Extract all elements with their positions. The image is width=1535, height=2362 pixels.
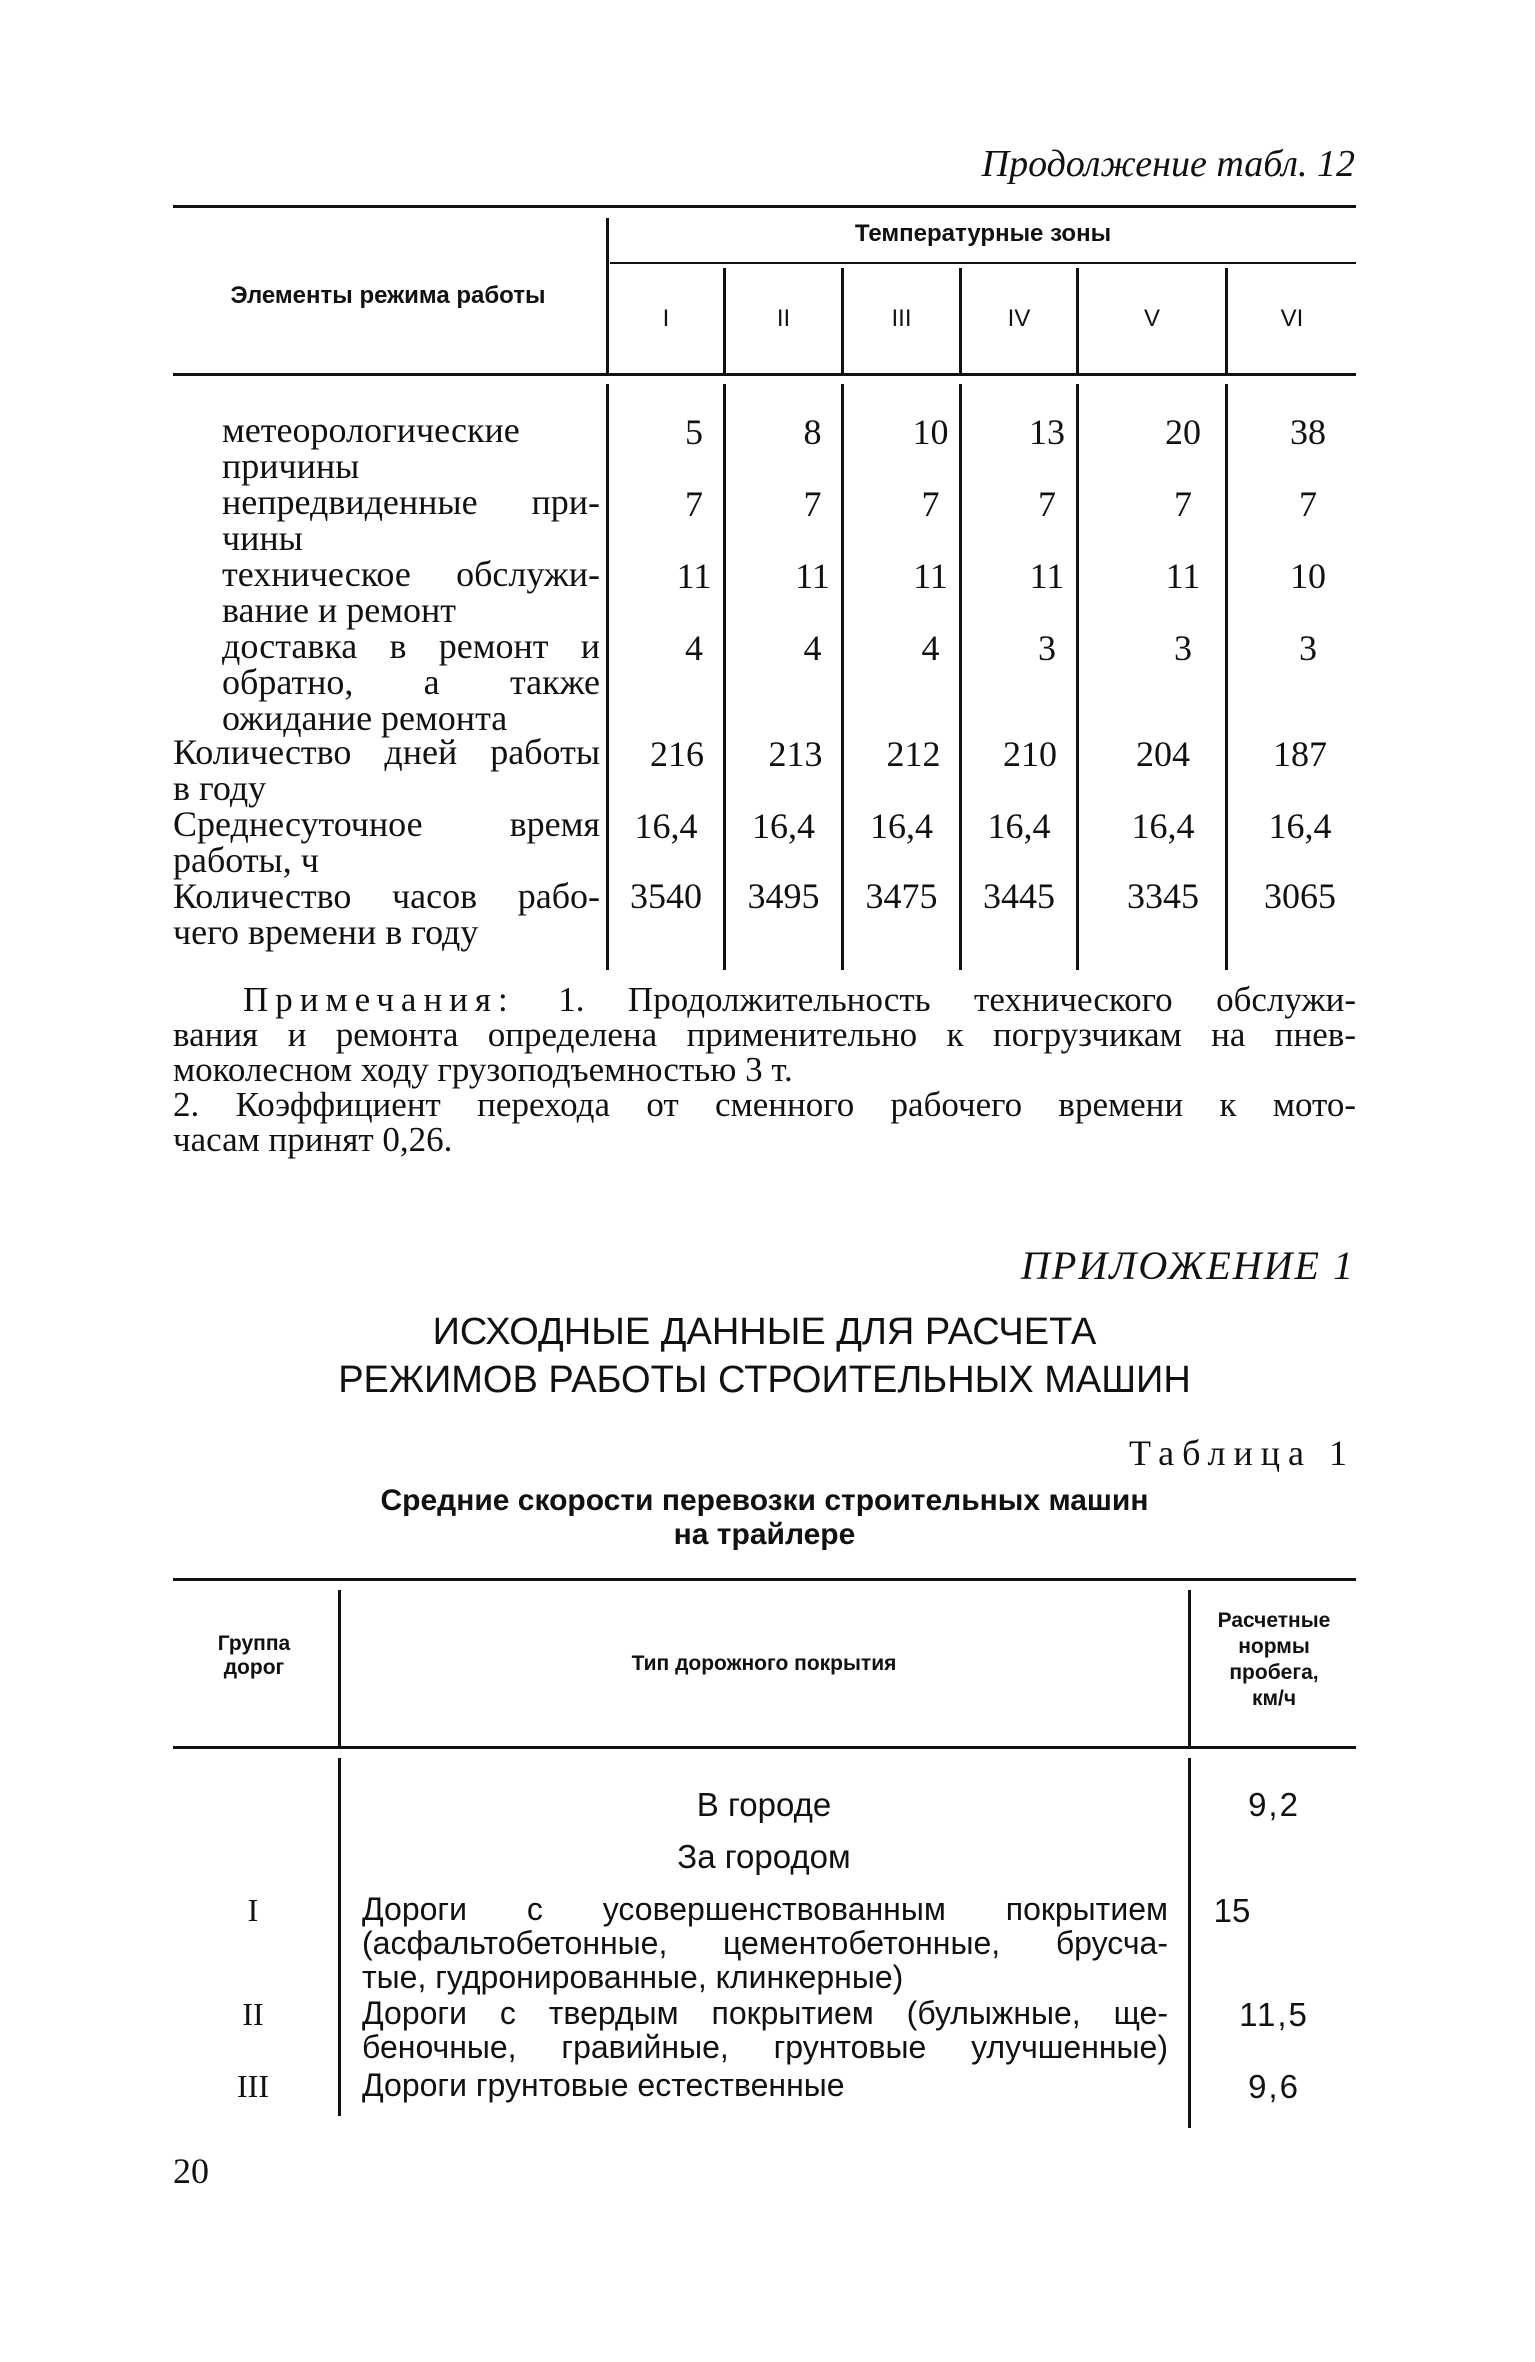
row-label-line: Количество часов рабо- bbox=[173, 876, 600, 916]
row-label-line: чины bbox=[222, 518, 303, 558]
row-label-line: причины bbox=[222, 446, 360, 486]
table-cell: 16,4 bbox=[634, 806, 698, 846]
table-cell: 4 bbox=[803, 628, 822, 668]
table-cell: 38 bbox=[1290, 412, 1326, 452]
table-cell: 7 bbox=[685, 484, 703, 524]
header-line: км/ч bbox=[1251, 1687, 1297, 1710]
row-text: За городом bbox=[677, 1838, 851, 1875]
row-text: Дороги грунтовые естественные bbox=[362, 2067, 845, 2103]
table-cell: 3065 bbox=[1264, 876, 1336, 916]
table-cell: 3 bbox=[1299, 628, 1317, 668]
table12-top-rule bbox=[173, 205, 1356, 208]
row-label-line: обратно, а также bbox=[222, 662, 600, 702]
table-cell: 9,6 bbox=[1248, 2068, 1300, 2105]
table12-vline bbox=[1076, 384, 1079, 970]
row-label-line: в году bbox=[173, 768, 267, 808]
table-row bbox=[362, 2068, 1168, 2102]
row-label-line: ожидание ремонта bbox=[222, 698, 508, 738]
header-line: нормы bbox=[1238, 1635, 1310, 1658]
table-row bbox=[362, 1996, 1168, 2064]
header-line: Расчетные bbox=[1217, 1609, 1331, 1632]
table1-vline bbox=[338, 1758, 341, 2116]
table-row bbox=[222, 556, 600, 628]
row-text: Дороги с усовершенствованным покрытием bbox=[362, 1891, 1168, 1927]
table1-vline bbox=[338, 1590, 341, 1748]
note1-line: вания и ремонта определена применительно к погрузчикам на пнев- bbox=[173, 1015, 1356, 1054]
row-label-line: техническое обслужи- bbox=[222, 554, 600, 594]
table-cell: 7 bbox=[1038, 484, 1056, 524]
row-label-line: работы, ч bbox=[173, 840, 319, 880]
row-label-line: чего времени в году bbox=[173, 912, 479, 952]
table-row bbox=[362, 1892, 1168, 1994]
note1-line: 1. Продолжительность технического обслужи- bbox=[558, 980, 1356, 1019]
table-cell: 4 bbox=[921, 628, 940, 668]
table-cell: 4 bbox=[685, 628, 703, 668]
notes-block bbox=[173, 982, 1356, 1157]
row-text: (асфальтобетонные, цементобетонные, брусча- bbox=[362, 1925, 1168, 1961]
table1-header-rule bbox=[173, 1746, 1356, 1749]
table-cell: 216 bbox=[650, 734, 704, 774]
table12-group-rule bbox=[610, 262, 1356, 264]
table-cell: 10 bbox=[912, 412, 949, 452]
row-text: Дороги с твердым покрытием (булыжные, ще- bbox=[362, 1995, 1168, 2031]
zone-header: III bbox=[891, 305, 912, 332]
table1-title bbox=[173, 1484, 1356, 1552]
header-line: Группа bbox=[217, 1632, 291, 1655]
row-label-line: вание и ремонт bbox=[222, 590, 457, 630]
zone-header: I bbox=[662, 305, 670, 332]
table-cell: 210 bbox=[1003, 734, 1057, 774]
table-cell: 20 bbox=[1165, 412, 1201, 452]
row-text: В городе bbox=[696, 1786, 832, 1823]
table-row bbox=[173, 878, 600, 950]
table-cell: 213 bbox=[768, 734, 823, 774]
table-cell: 3 bbox=[1038, 628, 1056, 668]
table-row bbox=[222, 484, 600, 556]
note2-line: часам принят 0,26. bbox=[173, 1120, 453, 1159]
table1-title-line: на трайлере bbox=[673, 1518, 856, 1551]
row-label-line: непредвиденные при- bbox=[222, 482, 600, 522]
continuation-label: Продолжение табл. 12 bbox=[981, 143, 1355, 185]
header-line: пробега, bbox=[1229, 1661, 1319, 1684]
row-label-line: Количество дней работы bbox=[173, 732, 600, 772]
table-cell: 5 bbox=[685, 412, 703, 452]
table12-header-temperature-zones: Температурные зоны bbox=[854, 220, 1112, 247]
table-cell: 3540 bbox=[630, 876, 702, 916]
table-cell: 11 bbox=[676, 556, 712, 596]
table-row bbox=[342, 1786, 1186, 1824]
page-number: 20 bbox=[173, 2151, 209, 2191]
row-text: тые, гудронированные, клинкерные) bbox=[362, 1959, 904, 1995]
table-cell: 11 bbox=[1165, 556, 1201, 596]
table-cell: 10 bbox=[1290, 556, 1326, 596]
zone-header: VI bbox=[1280, 305, 1304, 332]
appendix-label: ПРИЛОЖЕНИЕ 1 bbox=[1021, 1243, 1355, 1288]
table-cell: 7 bbox=[803, 484, 822, 524]
appendix-title-line: ИСХОДНЫЕ ДАННЫЕ ДЛЯ РАСЧЕТА bbox=[432, 1311, 1097, 1353]
appendix-title bbox=[173, 1308, 1356, 1404]
row-label-line: метеорологические bbox=[222, 410, 520, 450]
zone-header: V bbox=[1143, 305, 1160, 332]
table-cell: 11 bbox=[913, 556, 948, 596]
zone-header: IV bbox=[1007, 305, 1031, 332]
row-label-line: доставка в ремонт и bbox=[222, 626, 600, 666]
table1-header-type: Тип дорожного покрытия bbox=[631, 1652, 897, 1675]
table-cell: 15 bbox=[1213, 1892, 1251, 1929]
table12-header-rule bbox=[173, 373, 1356, 376]
table-cell: 16,4 bbox=[752, 806, 815, 846]
table-cell: I bbox=[247, 1892, 259, 1928]
table-cell: 11,5 bbox=[1239, 1996, 1309, 2033]
table-cell: 11 bbox=[795, 556, 830, 596]
table-cell: 7 bbox=[1174, 484, 1192, 524]
table-cell: 3475 bbox=[865, 876, 938, 916]
table-cell: 7 bbox=[1299, 484, 1317, 524]
table1-header-group bbox=[173, 1632, 335, 1680]
table-cell: 16,4 bbox=[870, 806, 933, 846]
table1-vline bbox=[1188, 1590, 1191, 1748]
table-cell: III bbox=[237, 2068, 269, 2104]
note1-line: моколесном ходу грузоподъемностью 3 т. bbox=[173, 1050, 793, 1089]
row-text: беночные, гравийные, грунтовые улучшенные) bbox=[362, 2029, 1168, 2065]
notes-label: Примечания: bbox=[243, 980, 515, 1019]
table-cell: 16,4 bbox=[1268, 806, 1332, 846]
table-cell: II bbox=[242, 1996, 264, 2032]
note-line bbox=[173, 982, 1356, 1017]
table-cell: 11 bbox=[1029, 556, 1065, 596]
table-row bbox=[173, 806, 600, 878]
table-cell: 7 bbox=[921, 484, 940, 524]
table1-vline bbox=[1188, 1758, 1191, 2128]
table-row bbox=[342, 1838, 1186, 1876]
table-row bbox=[173, 734, 600, 806]
table-cell: 13 bbox=[1029, 412, 1065, 452]
note2-line: 2. Коэффициент перехода от сменного рабочего времени к мото- bbox=[173, 1085, 1356, 1124]
table-cell: 16,4 bbox=[987, 806, 1051, 846]
table-cell: 16,4 bbox=[1131, 806, 1195, 846]
zone-header: II bbox=[776, 305, 791, 332]
table12-vline bbox=[606, 218, 609, 375]
row-label-line: Среднесуточное время bbox=[173, 804, 600, 844]
table-cell: 3495 bbox=[747, 876, 820, 916]
table1-label: Таблица 1 bbox=[1129, 1433, 1355, 1473]
table1-header-norms bbox=[1192, 1608, 1356, 1712]
table-cell: 3345 bbox=[1127, 876, 1199, 916]
table1-top-rule bbox=[173, 1578, 1356, 1581]
table-cell: 187 bbox=[1273, 734, 1327, 774]
table-cell: 204 bbox=[1136, 734, 1190, 774]
table-cell: 3 bbox=[1174, 628, 1192, 668]
table12-header-elements: Элементы режима работы bbox=[230, 282, 546, 309]
table-cell: 9,2 bbox=[1248, 1786, 1300, 1823]
appendix-title-line: РЕЖИМОВ РАБОТЫ СТРОИТЕЛЬНЫХ МАШИН bbox=[338, 1359, 1191, 1401]
table-cell: 8 bbox=[803, 412, 822, 452]
table-cell: 3445 bbox=[983, 876, 1055, 916]
table1-title-line: Средние скорости перевозки строительных машин bbox=[380, 1484, 1149, 1517]
table-row bbox=[222, 412, 600, 484]
table-row bbox=[222, 628, 600, 736]
header-line: дорог bbox=[223, 1656, 285, 1679]
table-cell: 212 bbox=[886, 734, 941, 774]
